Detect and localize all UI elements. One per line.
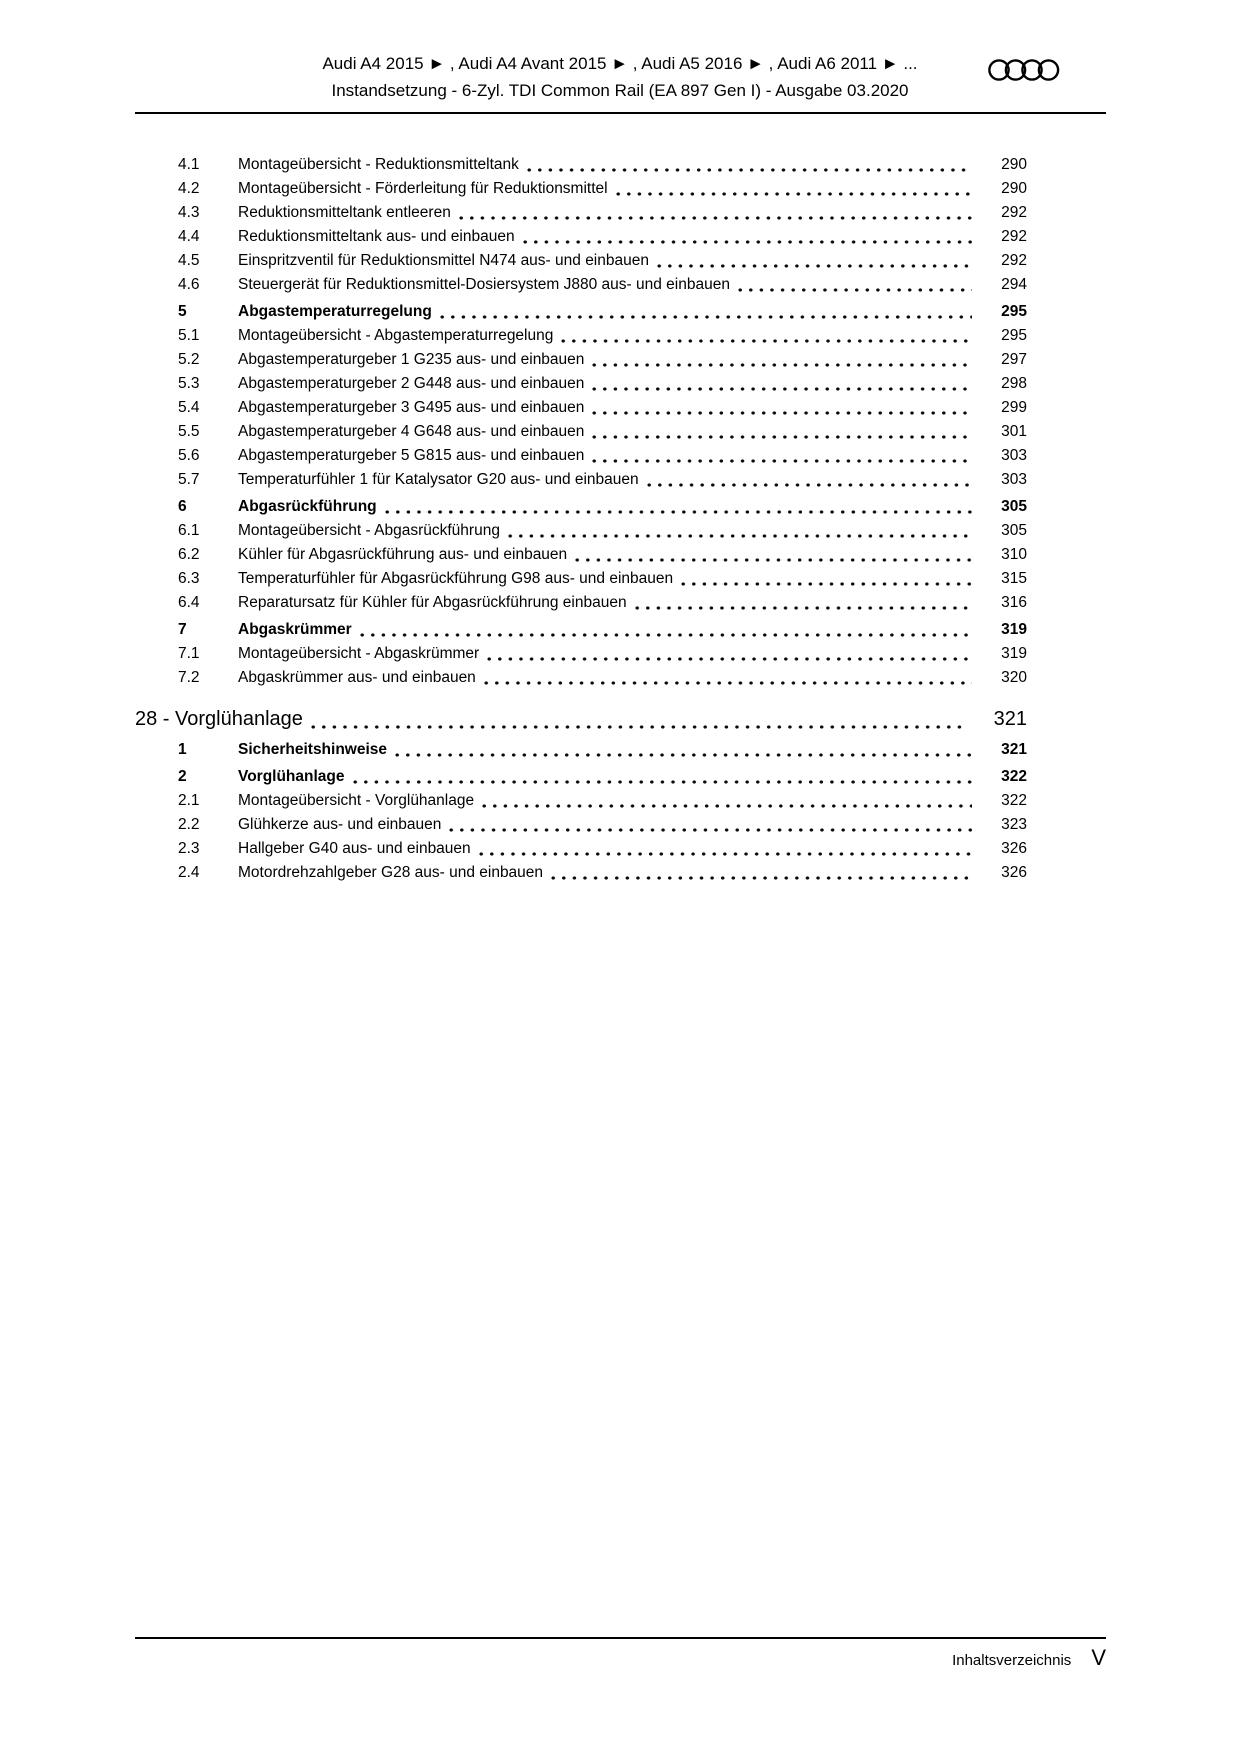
- toc-entry-title: Temperaturfühler 1 für Katalysator G20 aus- und einbauen: [238, 471, 639, 488]
- toc-entry-number: 6.3: [178, 570, 200, 587]
- toc-entry-title: Montageübersicht - Abgasrückführung: [238, 522, 500, 539]
- toc-entry-number: 4.3: [178, 204, 200, 221]
- toc-entry-number: 7: [178, 621, 187, 638]
- toc-entry-number: 6.2: [178, 546, 200, 563]
- toc-entry-number: 2.2: [178, 816, 200, 833]
- toc-entry: [135, 396, 1027, 420]
- toc-entry: [135, 543, 1027, 567]
- footer-section-label: Inhaltsverzeichnis: [952, 1652, 1072, 1669]
- toc-entry-title: Abgastemperaturgeber 1 G235 aus- und einbauen: [238, 351, 585, 368]
- toc-dot-leader: [395, 738, 972, 762]
- toc-dot-leader: [635, 591, 972, 615]
- toc-dot-leader: [561, 324, 972, 348]
- toc-entry-title: Vorglühanlage: [238, 768, 345, 785]
- toc-entry: [135, 642, 1027, 666]
- toc-dot-leader: [647, 468, 972, 492]
- toc-entry-page: 316: [1001, 594, 1027, 611]
- toc-dot-leader: [592, 348, 972, 372]
- toc-entry-number: 1: [178, 741, 187, 758]
- toc-entry-number: 5: [178, 303, 187, 320]
- toc-dot-leader: [449, 813, 972, 837]
- toc-entry-number: 5.4: [178, 399, 200, 416]
- toc-entry-title: Glühkerze aus- und einbauen: [238, 816, 442, 833]
- toc-entry: [135, 420, 1027, 444]
- toc-entry-title: Hallgeber G40 aus- und einbauen: [238, 840, 471, 857]
- toc-dot-leader: [527, 153, 972, 177]
- toc-entry-number: 2.3: [178, 840, 200, 857]
- toc-entry-page: 292: [1001, 228, 1027, 245]
- toc-entry-number: 2.4: [178, 864, 200, 881]
- toc-entry-title: Abgastemperaturgeber 3 G495 aus- und einbauen: [238, 399, 585, 416]
- toc-entry-page: 326: [1001, 840, 1027, 857]
- toc-entry: [135, 324, 1027, 348]
- toc-entry: [135, 495, 1027, 519]
- toc-entry: [135, 153, 1027, 177]
- toc-dot-leader: [360, 618, 972, 642]
- toc-entry-number: 2.1: [178, 792, 200, 809]
- toc-entry-page: 315: [1001, 570, 1027, 587]
- toc-entry-page: 290: [1001, 156, 1027, 173]
- toc-list: [135, 153, 1027, 885]
- toc-entry-number: 4.6: [178, 276, 200, 293]
- toc-entry-title: Abgastemperaturgeber 5 G815 aus- und einbauen: [238, 447, 585, 464]
- toc-entry: [135, 591, 1027, 615]
- toc-entry-page: 298: [1001, 375, 1027, 392]
- footer-page-number: V: [1091, 1645, 1106, 1670]
- toc-entry-page: 305: [1001, 522, 1027, 539]
- toc-entry-page: 320: [1001, 669, 1027, 686]
- toc-dot-leader: [592, 444, 972, 468]
- toc-entry-page: 294: [1001, 276, 1027, 293]
- toc-dot-leader: [616, 177, 972, 201]
- toc-entry-page: 295: [1001, 327, 1027, 344]
- toc-entry-title: 28 - Vorglühanlage: [135, 708, 303, 730]
- toc-entry-title: Abgastemperaturgeber 2 G448 aus- und einbauen: [238, 375, 585, 392]
- toc-dot-leader: [592, 372, 972, 396]
- page-header: [135, 50, 1105, 104]
- toc-entry-number: 5.5: [178, 423, 200, 440]
- toc-dot-leader: [487, 642, 972, 666]
- toc-entry: [135, 837, 1027, 861]
- toc-entry-page: 322: [1001, 768, 1027, 785]
- toc-entry: [135, 468, 1027, 492]
- toc-entry: [135, 177, 1027, 201]
- toc-entry-page: 319: [1001, 645, 1027, 662]
- toc-entry-number: 4.5: [178, 252, 200, 269]
- header-model-line: Audi A4 2015 ► , Audi A4 Avant 2015 ► , Audi A5 2016 ► , Audi A6 2011 ► ...: [322, 54, 918, 73]
- toc-entry-title: Sicherheitshinweise: [238, 741, 388, 758]
- toc-entry-title: Kühler für Abgasrückführung aus- und einbauen: [238, 546, 568, 563]
- toc-entry: [135, 273, 1027, 297]
- toc-dot-leader: [440, 300, 972, 324]
- toc-entry-title: Montageübersicht - Reduktionsmitteltank: [238, 156, 519, 173]
- toc-entry-title: Montageübersicht - Abgaskrümmer: [238, 645, 480, 662]
- toc-entry: [135, 813, 1027, 837]
- toc-entry: [135, 225, 1027, 249]
- toc-entry-page: 310: [1001, 546, 1027, 563]
- toc-entry-page: 303: [1001, 447, 1027, 464]
- header-document-title: Instandsetzung - 6-Zyl. TDI Common Rail (EA 897 Gen I) - Ausgabe 03.2020: [331, 81, 909, 100]
- toc-entry-number: 7.2: [178, 669, 200, 686]
- toc-entry-page: 305: [1001, 498, 1027, 515]
- toc-entry-title: Motordrehzahlgeber G28 aus- und einbauen: [238, 864, 544, 881]
- toc-entry-page: 323: [1001, 816, 1027, 833]
- toc-dot-leader: [482, 789, 972, 813]
- toc-entry-title: Temperaturfühler für Abgasrückführung G98 aus- und einbauen: [238, 570, 674, 587]
- header-divider: [135, 112, 1106, 114]
- toc-entry: [135, 618, 1027, 642]
- toc-entry-title: Reduktionsmitteltank aus- und einbauen: [238, 228, 515, 245]
- toc-entry-number: 4.4: [178, 228, 200, 245]
- toc-dot-leader: [484, 666, 972, 690]
- toc-entry: [135, 765, 1027, 789]
- footer-divider: [135, 1637, 1106, 1639]
- toc-entry-title: Montageübersicht - Abgastemperaturregelung: [238, 327, 554, 344]
- toc-entry: [135, 666, 1027, 690]
- toc-dot-leader: [479, 837, 972, 861]
- toc-dot-leader: [508, 519, 972, 543]
- toc-entry-title: Montageübersicht - Vorglühanlage: [238, 792, 475, 809]
- toc-entry-title: Reduktionsmitteltank entleeren: [238, 204, 451, 221]
- toc-entry: [135, 372, 1027, 396]
- toc-entry-page: 321: [993, 708, 1027, 730]
- toc-entry: [135, 249, 1027, 273]
- toc-entry-title: Abgaskrümmer aus- und einbauen: [238, 669, 476, 686]
- toc-entry-title: Abgastemperaturregelung: [238, 303, 432, 320]
- toc-dot-leader: [681, 567, 972, 591]
- toc-entry-page: 322: [1001, 792, 1027, 809]
- toc-entry-page: 326: [1001, 864, 1027, 881]
- toc-entry-page: 301: [1001, 423, 1027, 440]
- toc-entry-title: Abgasrückführung: [238, 498, 377, 515]
- toc-entry-title: Reparatursatz für Kühler für Abgasrückführung einbauen: [238, 594, 627, 611]
- toc-entry-title: Abgaskrümmer: [238, 621, 352, 638]
- toc-entry-title: Steuergerät für Reduktionsmittel-Dosiersystem J880 aus- und einbauen: [238, 276, 730, 293]
- toc-dot-leader: [575, 543, 972, 567]
- toc-entry-title: Einspritzventil für Reduktionsmittel N474 aus- und einbauen: [238, 252, 649, 269]
- toc-entry: [135, 300, 1027, 324]
- toc-entry-number: 6.4: [178, 594, 200, 611]
- toc-entry: [135, 444, 1027, 468]
- toc-entry: [135, 703, 1027, 735]
- toc-entry-number: 2: [178, 768, 187, 785]
- toc-entry-title: Montageübersicht - Förderleitung für Reduktionsmittel: [238, 180, 608, 197]
- toc-entry: [135, 348, 1027, 372]
- toc-entry-number: 6: [178, 498, 187, 515]
- toc-entry-title: Abgastemperaturgeber 4 G648 aus- und einbauen: [238, 423, 585, 440]
- toc-entry-page: 319: [1001, 621, 1027, 638]
- toc-entry: [135, 201, 1027, 225]
- toc-entry-page: 290: [1001, 180, 1027, 197]
- toc-entry-page: 295: [1001, 303, 1027, 320]
- toc-entry-number: 7.1: [178, 645, 200, 662]
- toc-entry: [135, 738, 1027, 762]
- toc-entry: [135, 519, 1027, 543]
- toc-dot-leader: [353, 765, 972, 789]
- toc-entry-page: 297: [1001, 351, 1027, 368]
- toc-entry: [135, 861, 1027, 885]
- toc-entry-page: 292: [1001, 252, 1027, 269]
- toc-dot-leader: [592, 396, 972, 420]
- toc-dot-leader: [738, 273, 972, 297]
- toc-entry-number: 5.7: [178, 471, 200, 488]
- toc-entry-page: 303: [1001, 471, 1027, 488]
- toc-entry-page: 299: [1001, 399, 1027, 416]
- toc-dot-leader: [592, 420, 972, 444]
- toc-entry-number: 5.6: [178, 447, 200, 464]
- toc-dot-leader: [311, 703, 968, 735]
- toc-entry: [135, 789, 1027, 813]
- toc-entry-number: 5.3: [178, 375, 200, 392]
- toc-dot-leader: [385, 495, 972, 519]
- toc-entry-number: 5.2: [178, 351, 200, 368]
- toc-entry-number: 4.1: [178, 156, 200, 173]
- toc-dot-leader: [551, 861, 972, 885]
- toc-dot-leader: [523, 225, 972, 249]
- toc-entry-number: 4.2: [178, 180, 200, 197]
- toc-entry-number: 5.1: [178, 327, 200, 344]
- toc-entry-number: 6.1: [178, 522, 200, 539]
- toc-entry-page: 321: [1001, 741, 1027, 758]
- toc-entry: [135, 567, 1027, 591]
- audi-rings-icon: [988, 57, 1060, 83]
- toc-entry-page: 292: [1001, 204, 1027, 221]
- toc-dot-leader: [657, 249, 972, 273]
- page-footer: [952, 1645, 1106, 1671]
- toc-dot-leader: [459, 201, 972, 225]
